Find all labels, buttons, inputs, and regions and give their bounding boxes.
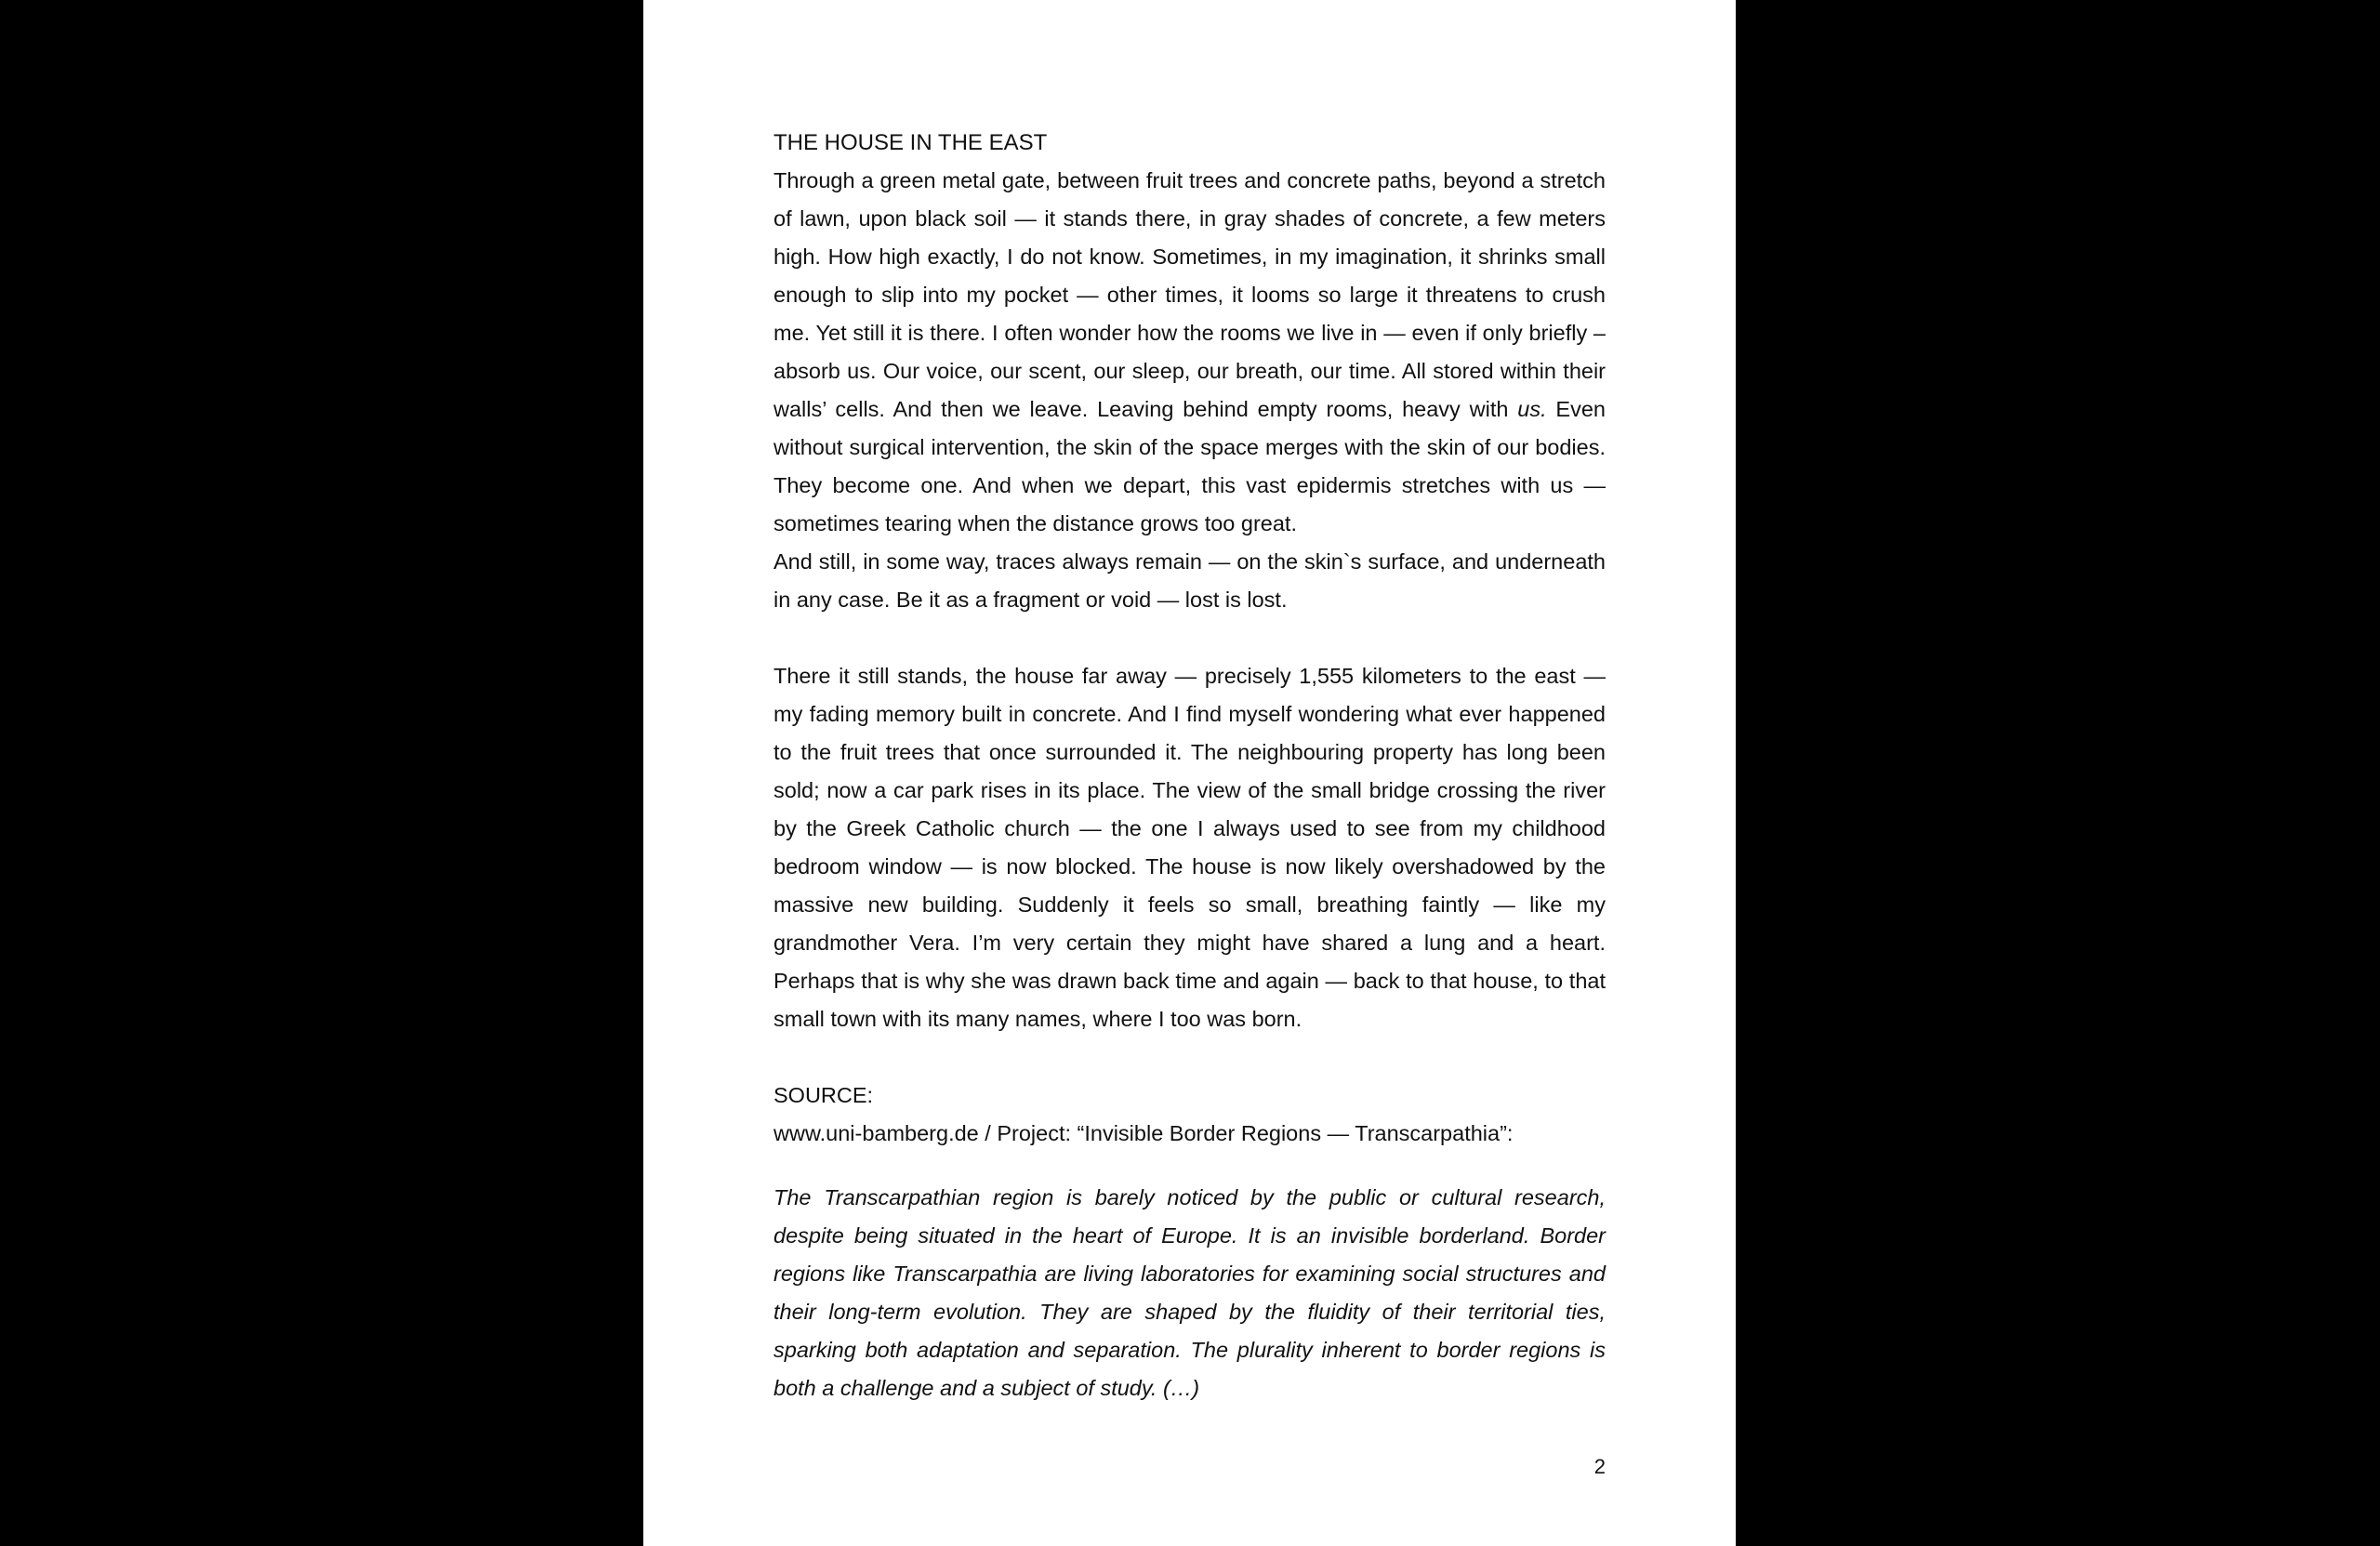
document-title: THE HOUSE IN THE EAST [774, 130, 1048, 155]
page-number: 2 [1593, 1455, 1606, 1478]
source-reference: www.uni-bamberg.de / Project: “Invisible Border Regions — Transcarpathia”: [774, 1121, 1514, 1145]
paragraph-1-text-start: Through a green metal gate, between fruit trees and concrete paths, beyond a stretch of lawn, upon black soil — it stands there, in gray shades of concrete, a few meters high. How high exactly, I do not know. Sometimes, in my imagination, it shrinks small enough to slip into my pocket — other times, it looms so large it threatens to crush me. Yet still it is there. I often wonder how the rooms we live in — even if only briefly – absorb us. Our voice, our scent, our sleep, our breath, our time. All stored within their walls’ cells. And then we leave. Leaving behind empty rooms, heavy with [774, 168, 1606, 421]
document-page [643, 0, 1736, 1546]
paragraph-3: There it still stands, the house far away — precisely 1,555 kilometers to the east — my fading memory built in concrete. And I find myself wondering what ever happened to the fruit trees that once surrounded it. The neighbouring property has long been sold; now a car park rises in its place. The view of the small bridge crossing the river by the Greek Catholic church — the one I always used to see from my childhood bedroom window — is now blocked. The house is now likely overshadowed by the massive new building. Suddenly it feels so small, breathing faintly — like my grandmother Vera. I’m very certain they might have shared a lung and a heart. Perhaps that is why she was drawn back time and again — back to that house, to that small town with its many names, where I too was born. [774, 664, 1606, 1031]
paragraph-1-emphasis: us. [1517, 397, 1547, 421]
source-label: SOURCE: [774, 1083, 874, 1107]
paragraph-1 [774, 162, 1606, 543]
paragraph-2: And still, in some way, traces always remain — on the skin`s surface, and underneath in any case. Be it as a fragment or void — lost is lost. [774, 549, 1606, 612]
paragraph-spacer [774, 619, 1606, 657]
source-quote: The Transcarpathian region is barely noticed by the public or cultural research, despite being situated in the heart of Europe. It is an invisible borderland. Border regions like Transcarpathia are living laboratories for examining social structures and their long-term evolution. They are shaped by the fluidity of their territorial ties, sparking both adaptation and separation. The plurality inherent to border regions is both a challenge and a subject of study. (…) [774, 1185, 1606, 1400]
paragraph-1-text-end: Even without surgical intervention, the skin of the space merges with the skin of our bodies. They become one. And when we depart, this vast epidermis stretches with us — sometimes tearing when the distance grows too great. [774, 397, 1606, 535]
paragraph-spacer [774, 1038, 1606, 1077]
